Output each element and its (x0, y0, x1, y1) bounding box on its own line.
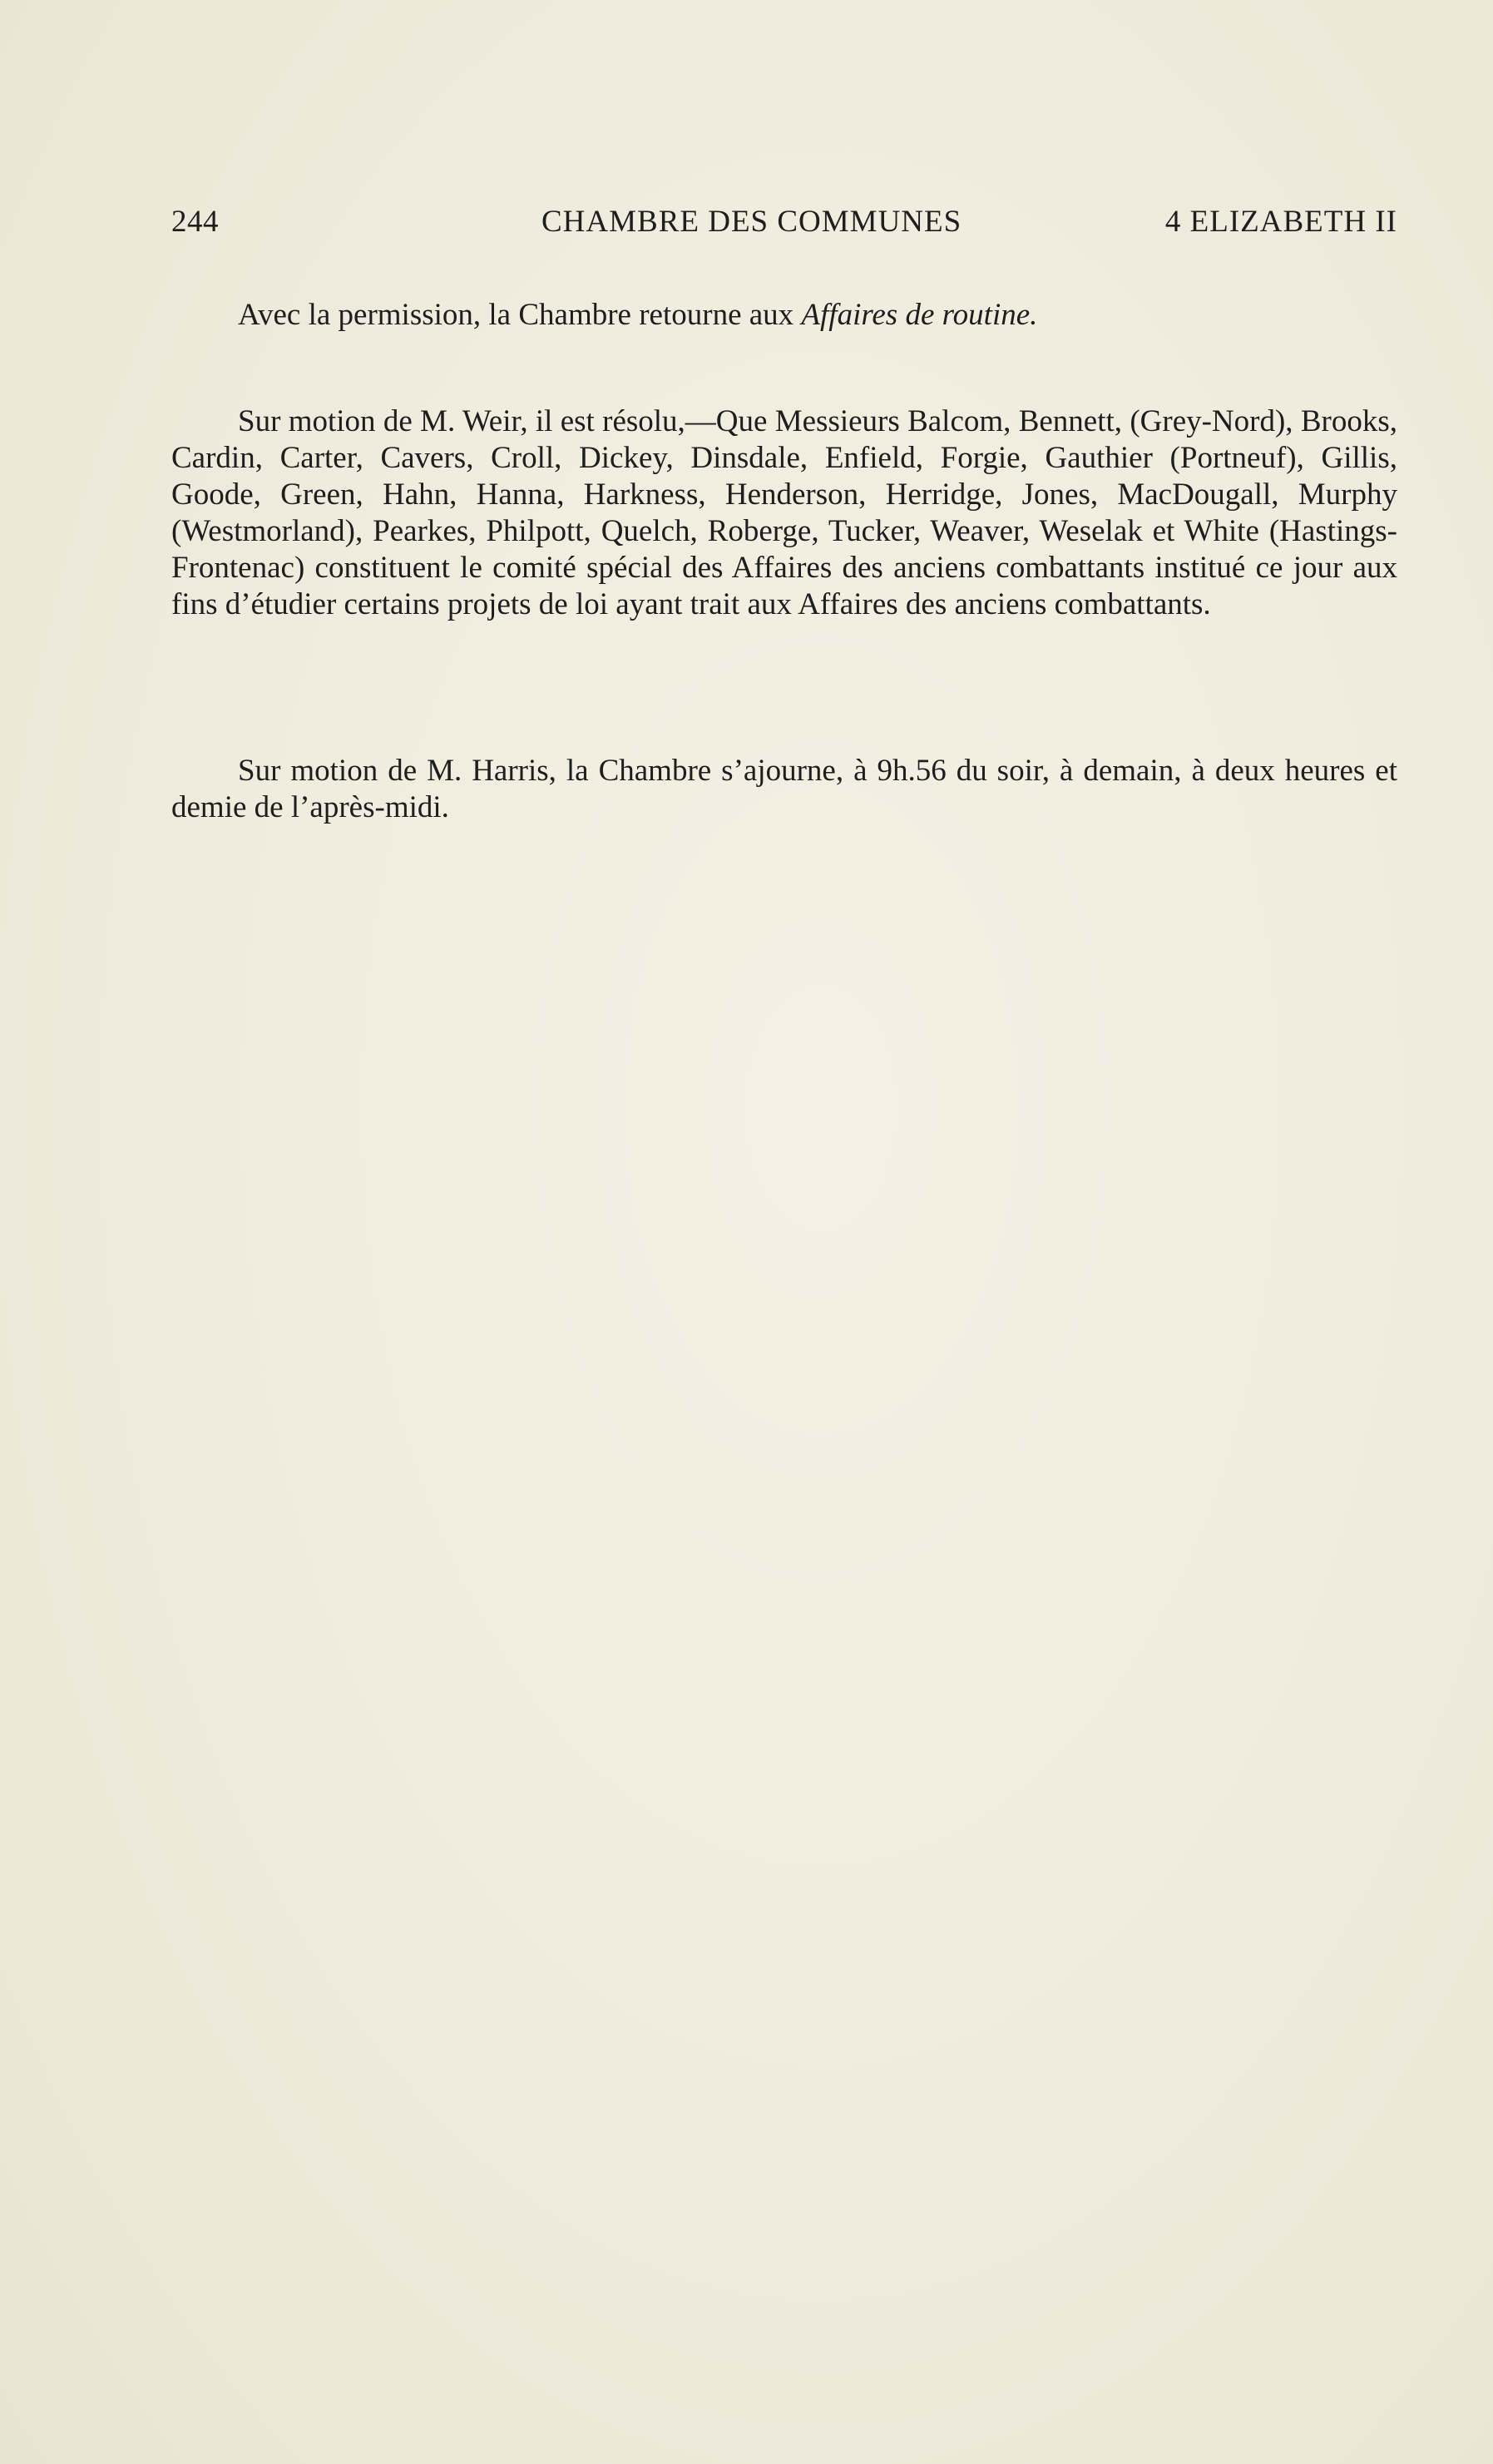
committee-motion-paragraph: Sur motion de M. Weir, il est résolu,—Que Messieurs Balcom, Bennett, (Grey-Nord), Brooks, Cardin, Carter, Cavers, Croll, Dickey, Dinsdale, Enfield, Forgie, Gauthier (Portneuf), Gillis, Goode, Green, Hahn, Hanna, Harkness, Henderson, Herridge, Jones, MacDougall, Murphy (Westmorland), Pearkes, Philpott, Quelch, Roberge, Tucker, Weaver, Weselak et White (Hastings-Frontenac) constituent le comité spécial des Affaires des anciens combattants institué ce jour aux fins d’étudier certains projets de loi ayant trait aux Affaires des anciens combattants. (171, 404, 1397, 621)
regnal-year: 4 ELIZABETH II (1164, 205, 1397, 239)
page-number: 244 (171, 205, 219, 239)
leave-paragraph (171, 297, 1397, 334)
routine-business-italic: Affaires de routine. (801, 298, 1038, 332)
running-title: CHAMBRE DES COMMUNES (541, 205, 962, 239)
page-header (171, 204, 1397, 245)
leave-text: Avec la permission, la Chambre retourne aux (238, 298, 802, 332)
adjournment-paragraph: Sur motion de M. Harris, la Chambre s’ajourne, à 9h.56 du soir, à demain, à deux heures et demie de l’après-midi. (171, 754, 1397, 824)
